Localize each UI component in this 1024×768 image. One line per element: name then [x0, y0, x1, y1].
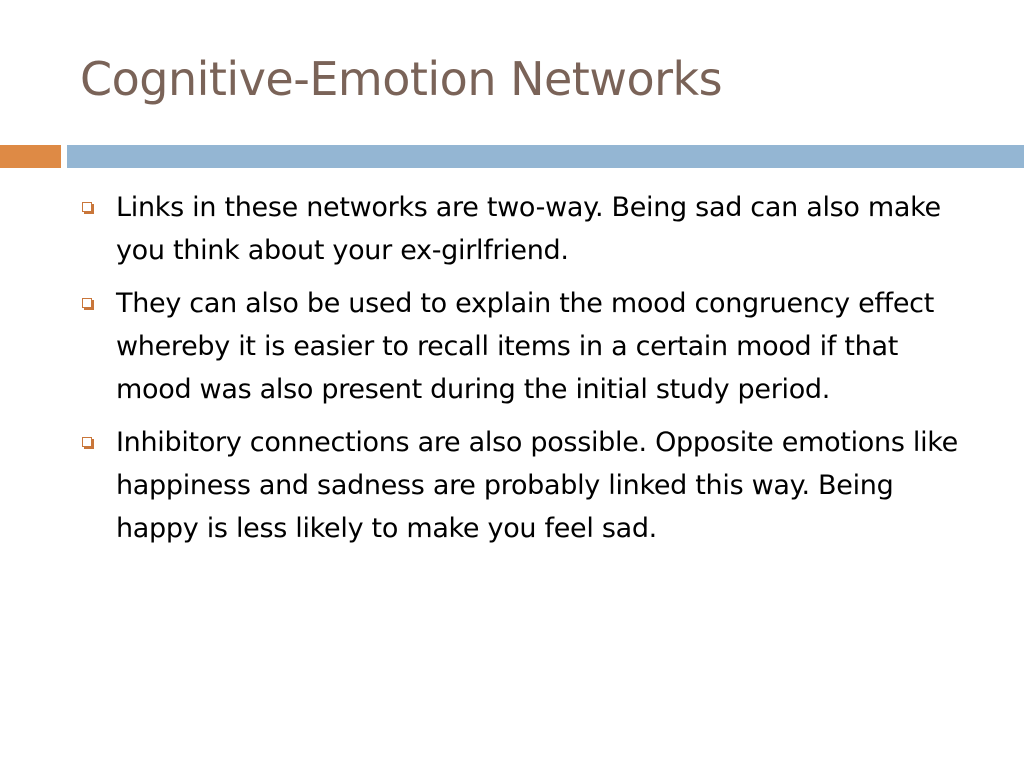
- bullet-item: [80, 282, 980, 411]
- bullet-item: [80, 186, 980, 272]
- accent-bar-blue: [67, 145, 1024, 168]
- bullet-item: [80, 421, 980, 550]
- bullet-text: They can also be used to explain the mood congruency effect whereby it is easier to recall items in a certain mood if that mood was also present during the initial study period.: [116, 288, 934, 405]
- square-bullet-icon: [82, 298, 92, 308]
- slide-title: Cognitive-Emotion Networks: [80, 52, 723, 106]
- bullet-text: Links in these networks are two-way. Being sad can also make you think about your ex-girlfriend.: [116, 192, 941, 266]
- square-bullet-icon: [82, 202, 92, 212]
- accent-bar-orange: [0, 145, 61, 168]
- bullet-list: [80, 186, 980, 560]
- square-bullet-icon: [82, 437, 92, 447]
- bullet-text: Inhibitory connections are also possible. Opposite emotions like happiness and sadness are probably linked this way. Being happy is less likely to make you feel sad.: [116, 427, 958, 544]
